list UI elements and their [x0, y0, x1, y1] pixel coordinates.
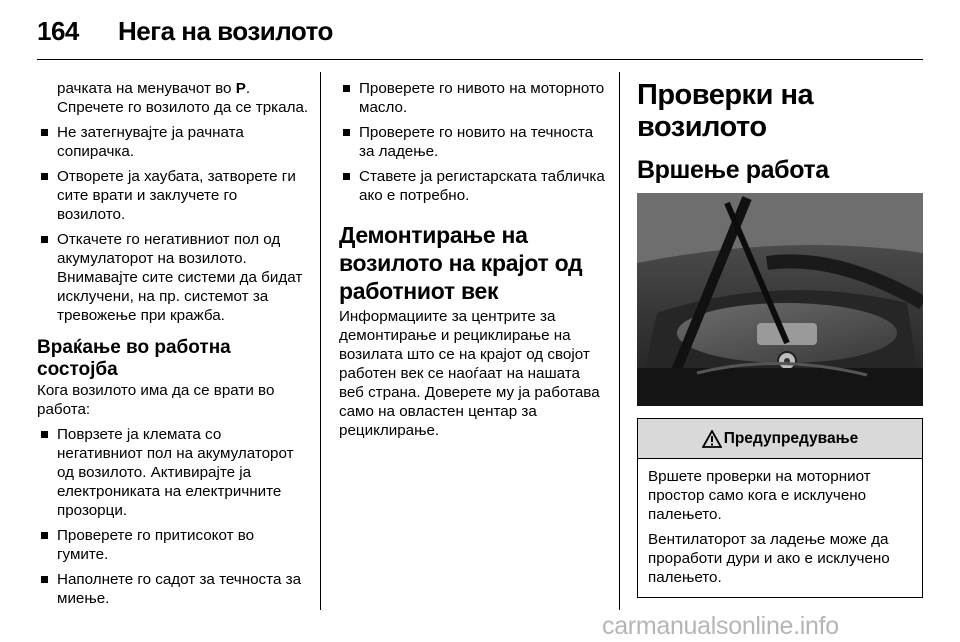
- header-rule: [37, 59, 923, 60]
- heading-end-of-life: Демонтирање на возилото на крајот од работниот век: [339, 222, 583, 304]
- watermark: carmanualsonline.info: [602, 612, 839, 640]
- warning-header: [638, 419, 922, 459]
- list-item: Проверете го новито на течноста за ладење.: [339, 123, 609, 161]
- heading-performing-work: Вршење работа: [637, 156, 829, 184]
- page-header: [37, 16, 923, 48]
- warning-triangle-icon: [702, 430, 722, 448]
- list-item: Не затегнувајте ја рачната сопирачка.: [37, 123, 309, 161]
- subheading-return-to-service: Враќање во работна состојба: [37, 337, 231, 380]
- list-item: Откачете го негативниот пол од акумулаторот на возилото. Внимавајте сите системи да бидат исклучени, на пр. системот за тревожење при кражба.: [37, 230, 309, 325]
- continued-text-2: Спречете го возилото да се тркала.: [57, 99, 309, 116]
- column-middle: [339, 79, 609, 440]
- section-title: Нега на возилото: [118, 16, 333, 46]
- continued-text: рачката на менувачот во: [57, 80, 232, 97]
- warning-box: [637, 418, 923, 598]
- column-left: [37, 79, 309, 608]
- page-number: 164: [37, 16, 79, 46]
- intro-paragraph: Кога возилото има да се врати во работа:: [37, 382, 275, 418]
- warning-paragraph: Вршете проверки на моторниот простор само кога е исклучено палењето.: [648, 468, 871, 523]
- continued-paragraph: [37, 79, 309, 117]
- list-item: Проверете го нивото на моторното масло.: [339, 79, 609, 117]
- list-item: Поврзете ја клемата со негативниот пол на акумулаторот од возилото. Активирајте ја електрониката на електричните прозорци.: [37, 425, 309, 520]
- list-item: Отворете ја хаубата, затворете ги сите врати и заклучете го возилото.: [37, 167, 309, 224]
- list-item: Ставете ја регистарската табличка ако е потребно.: [339, 167, 609, 205]
- warning-body: [638, 459, 922, 597]
- gear-letter: P: [235, 80, 246, 97]
- column-divider: [320, 72, 321, 610]
- list-item: Наполнете го садот за течноста за миење.: [37, 570, 309, 608]
- column-divider: [619, 72, 620, 610]
- end-of-life-paragraph: Информациите за центрите за демонтирање и рециклирање на возилата што се на крајот од својот работен век се наоѓаат на нашата веб страна. Доверете му ја работава само на овластен центар за рециклирање.: [339, 308, 600, 439]
- warning-title: Предупредување: [723, 429, 859, 447]
- continued-text-tail: .: [245, 80, 251, 97]
- heading-vehicle-checks: Проверки на возилото: [637, 79, 814, 143]
- warning-paragraph: Вентилаторот за ладење може да проработи дури и ако е исклучено палењето.: [648, 531, 890, 586]
- column-right: [637, 79, 923, 598]
- list-item: Проверете го притисокот во гумите.: [37, 526, 309, 564]
- engine-bay-photo: [637, 193, 923, 406]
